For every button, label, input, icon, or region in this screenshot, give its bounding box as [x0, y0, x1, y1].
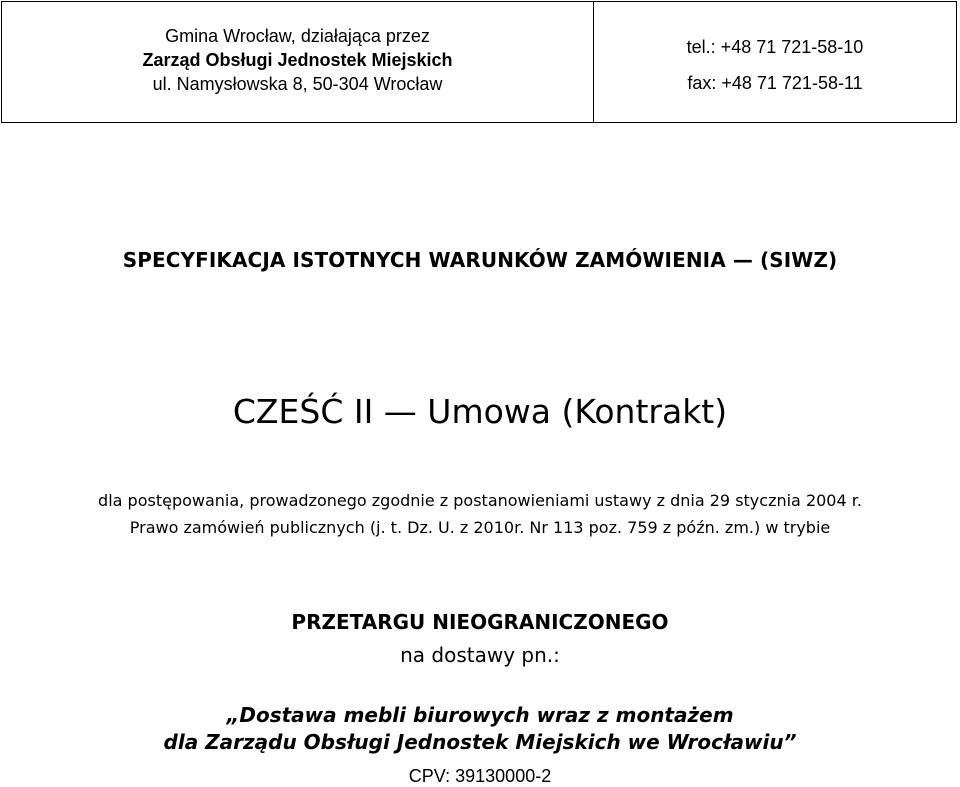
document-title: SPECYFIKACJA ISTOTNYCH WARUNKÓW ZAMÓWIENIA — (SIWZ): [122, 248, 838, 272]
header-entity-line: Gmina Wrocław, działająca przez: [165, 26, 430, 46]
header-contact: [594, 2, 956, 122]
cpv-code: CPV: 39130000-2: [408, 766, 552, 786]
description-line-2: Prawo zamówień publicznych (j. t. Dz. U. z 2010r. Nr 113 poz. 759 z późn. zm.) w trybie: [129, 518, 831, 537]
procedure-subtitle: na dostawy pn.:: [400, 643, 560, 667]
header-organization-name: Zarząd Obsługi Jednostek Miejskich: [142, 50, 453, 70]
header-phone: tel.: +48 71 721-58-10: [686, 37, 864, 57]
document-part-title: CZEŚĆ II — Umowa (Kontrakt): [232, 392, 728, 431]
header-street-address: ul. Namysłowska 8, 50-304 Wrocław: [152, 74, 443, 94]
description-line-1: dla postępowania, prowadzonego zgodnie z postanowieniami ustawy z dnia 29 stycznia 2004 r.: [98, 491, 862, 510]
subject-line-1: „Dostawa mebli biurowych wraz z montażem: [226, 703, 734, 727]
subject-line-2: dla Zarządu Obsługi Jednostek Miejskich we Wrocławiu”: [163, 730, 797, 754]
procedure-type: PRZETARGU NIEOGRANICZONEGO: [291, 610, 669, 634]
header-fax: fax: +48 71 721-58-11: [687, 73, 863, 93]
header-box: [1, 1, 957, 123]
header-address: [2, 2, 594, 122]
